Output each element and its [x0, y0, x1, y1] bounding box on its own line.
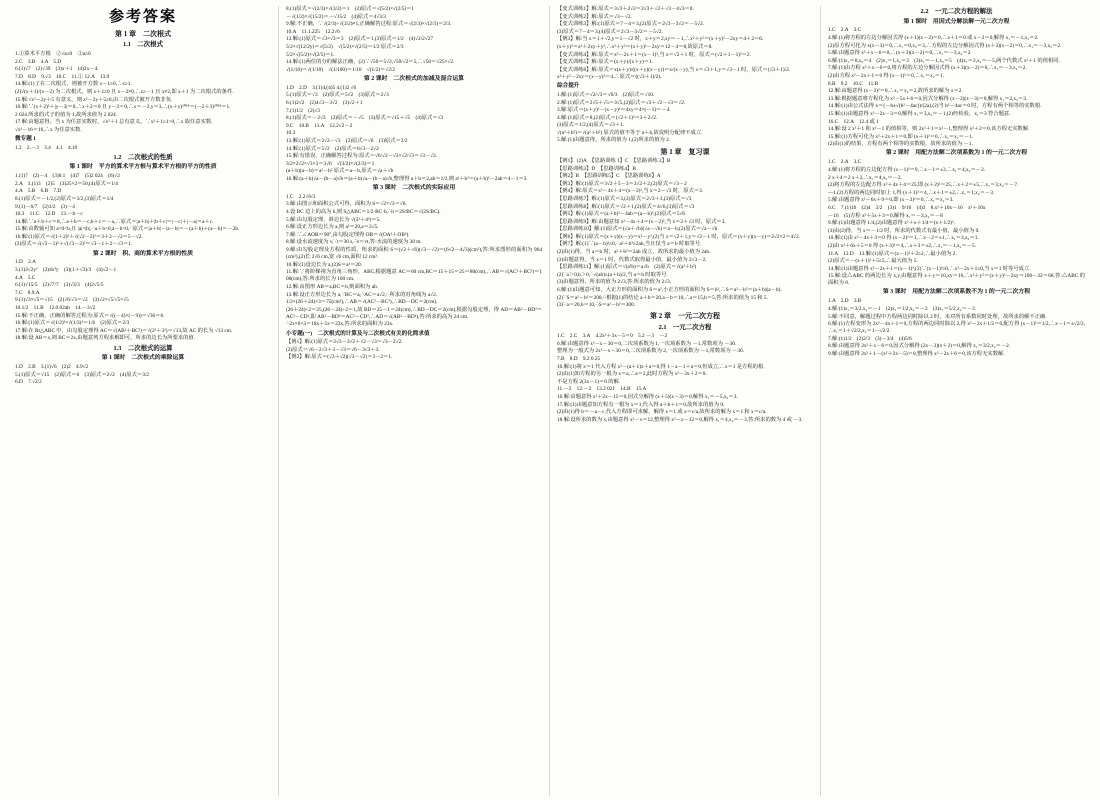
- answer-paragraph: 【思路训练10】解:(1)原式＝(√a＋√b)(√a－√b)＝a－b,(2)原式＝√a－√b: [557, 226, 718, 233]
- answer-paragraph: (3)由(2)得，当 x＝－1/2 时，所求的代数式有最小值，最小值为 0.: [828, 227, 980, 234]
- answer-paragraph: 16.解:∵(x＋2)²＋|y－3|＝0,∴x＋2＝0 且 y－3＝0,∴x＝－2,y＝3,∴(x＋y)²⁰²⁴＝(－2＋3)²⁰²⁴＝1.: [15, 104, 231, 111]
- answer-paragraph: 【例2】解:原式＝(√3＋√2)(√3－√2)＝3－2＝1.: [286, 354, 393, 361]
- answer-paragraph: (2)由 x²＋6x＋5＝0 得 (x＋3)²＝4,∴x＋3＝±2,∴x₁＝－1,x₂＝－5.: [828, 242, 976, 249]
- answer-paragraph: √(1/10)＝√(1/10) √(1/100)＝1/10 √(1/2)＝√2/2: [286, 66, 395, 73]
- answer-paragraph: 15.解:由数轴可知 a<0<b,且 |a|>|b|,∴a＋b<0,a－b<0,∴原式＝|a＋b|－|a－b|＝－(a＋b)＋(a－b)＝－2b.: [15, 226, 240, 233]
- lesson-heading: 第 2 课时 积、商的算术平方根的性质: [92, 250, 194, 257]
- answer-paragraph: 【变式训练3】解:(1)原式＝7－4＝3,(2)原式＝2√3－3√2＝－5√2.: [557, 21, 705, 28]
- answer-paragraph: 【例3】解:(1)原式＝3√2＋5－3＝3√2＋2,(2)原式＝√3－2: [557, 180, 687, 187]
- answer-paragraph: 【变式训练5】解:原式＝(x＋y)/(x＋y)＝1.: [557, 59, 654, 66]
- answer-paragraph: —1.(2)方程的两边同时加上 1,得 (x＋1)²＝4,∴x＋1＝±2,∴x₁＝1,x₂＝－3.: [828, 189, 995, 196]
- answer-paragraph: (26＋24)÷2＝25,(26－24)÷2＝1,故 BD＝25－1＝24(cm),∴BD－DC＝2(cm),根据勾股定理，得 AD＝AB²－BD²＝AC²－CD²,即 AB²－BD²＝AC²－CD²,∴AD＝√(AB²－BD²),答:所求的高为 24 cm.: [286, 306, 542, 320]
- column-3: [550, 6, 821, 796]
- answer-paragraph: 14.解:(1)由题意得 x²－2x＋1＝(x－1)²,(2)∵(x－1)²≥0,∴x²－2x＋1≥0,当 x＝1 时等号成立.: [828, 265, 1031, 272]
- answer-paragraph: 2.C 3.B 4.A 5.D: [15, 58, 62, 65]
- section-heading: 2.2 一元二次方程的解法: [920, 8, 993, 15]
- answer-paragraph: (2)由(1)的结果，方程有两个相等的实数根，故所求的值为 －1.: [828, 141, 973, 148]
- answer-paragraph: 2.A 3.(1)3 (2)5 (3)25×2＝50,(4)原式＝1/4: [15, 180, 118, 187]
- answer-paragraph: 15.解:不正确，正确的解答过程为:原式＝√((－4)×(－9))＝√36＝6.: [15, 312, 165, 319]
- answer-paragraph: 6.(1)√7 (2)√39 (3)x＋1 (4)2x－4.: [15, 66, 99, 73]
- answer-paragraph: (2)将方程的左边配方得 x²＋4x＋4＝25,即 (x＋2)²＝25,∴x＋2＝±5,∴x₁＝3,x₂＝－7.: [828, 182, 1019, 189]
- answer-paragraph: 15.解:(1)由题意得 x²－2x－3＝0,解得 x₁＝3,x₂＝－1,(2)经检验，x₁＝3 符合题意.: [828, 111, 1011, 118]
- subsection-heading: 小专题(一) 二次根式的计算及与二次根式有关的化简求值: [286, 330, 430, 337]
- answer-paragraph: 5.解:由题意得 x²＋x－6＝0,∴(x＋3)(x－2)＝0,∴x₁＝－3,x₂＝2.: [828, 50, 972, 57]
- answer-paragraph: 2.解:(1)原式＝2√5＋√5＝3√5,(2)原式＝√3＋√2－√3＝√2.: [557, 99, 686, 106]
- chapter-heading: 第 2 章 一元二次方程: [650, 312, 720, 321]
- answer-paragraph: 【例1】 (2)A 【思路训练 1】C 【思路训练 2】B: [557, 157, 671, 164]
- answer-paragraph: (2)由(1)知方程的另一根为 x＝a,∴a＝2,此时方程为 x²－3x＋2＝0.: [557, 371, 707, 378]
- answer-paragraph: 5/2×√(12/2y)＝√(5/2) √(5/2)×√(2/5)＝1/2 原式＝2/3: [286, 43, 404, 50]
- answer-paragraph: (a＋b)(a－b)＝a²－b² 原式＝a－b,原式＝√a＋√b: [286, 168, 394, 175]
- answer-paragraph: (3)由题意得，当 x＝1 时，代数式取得最小值，最小值为 2√3－2.: [557, 256, 707, 263]
- answer-paragraph: 6.(1)2√2 (2)4√3－3√2 (3)√2＋1: [286, 99, 363, 106]
- answer-paragraph: 【思路训练7】解:(1)原式＝3,(2)原式＝2√3＋3,(3)原式＝√3: [557, 195, 692, 202]
- subsection-heading: 综合提升: [557, 83, 580, 90]
- answer-paragraph: 5/2×√(5/2)×√(2/5)＝1.: [286, 51, 335, 58]
- answer-paragraph: 5.解:(1)由题意得，所求的值为 1,(2)所求的值为 2.: [557, 137, 671, 144]
- answer-paragraph: 16.解:由题意得 x²＋2x－15＝0,因式分解得 (x＋5)(x－3)＝0,解得 x₁＝－5,x₂＝3.: [557, 394, 738, 401]
- lesson-heading: 第 2 课时 用配方法解二次项系数为 1 的一元二次方程: [885, 150, 1028, 157]
- answer-paragraph: (2)由方程 x²－2x＋1＝0 得 (x－1)²＝0,∴x₁＝x₂＝1.: [828, 73, 944, 80]
- answer-paragraph: (3)由题意得，所求的值为 2√3,答:所求的值为 2√3.: [557, 279, 672, 286]
- answer-paragraph: 14.解:(1)原式＝5√2 (2)原式＝6√3－2√2: [286, 145, 379, 152]
- answer-paragraph: 18.解:设 AB＝x,则 BC＝2x,由题意列方程求解即可，所求的边长为所要求的值.: [15, 335, 196, 342]
- answer-paragraph: 5.解:不同意，解题过程中方程两边同时除以 2 时，未对所有系数同时处理，故所求的解不正确.: [828, 313, 1047, 320]
- answer-paragraph: 1.C 2.A 3.C: [828, 27, 862, 34]
- answer-paragraph: 16.解:(a＋b)√a－(b－a)√b＝(a＋b)√a－(b－a)√b,整理得 a＋b＝2,ab＝1/2,则 a²＋b²＝(a＋b)²－2ab＝4－1＝3.: [286, 175, 528, 182]
- answer-paragraph: 3.解:由图示和面积公式可得，面积为 S＝√2×√3＝√6.: [286, 201, 407, 208]
- answer-paragraph: √x²－16＝16,∴x 为任意实数.: [15, 126, 82, 133]
- answer-paragraph: (3)原式＝7－4＝3,(4)原式＝2√3－3√2＝－5√2.: [557, 28, 663, 35]
- answer-paragraph: 10.A 11.1.225 12.2√6: [286, 28, 340, 35]
- answer-paragraph: 整理为一般式为 2x²－x－30＝0,二次项系数为 2,一次项系数为 －1,常数项为 －30.: [557, 348, 744, 355]
- answer-paragraph: 2 024.所求的式子的值为 1,故所求值为 2 024.: [15, 111, 117, 118]
- answer-paragraph: 4.解:(1)将方程的左边配方得 (x－1)²＝9,∴x－1＝±3,∴x₁＝4,x₂＝－2.: [828, 166, 986, 173]
- answer-paragraph: 14.解:(1)了在二次根式，则被开方数 x－1≥0,∴x≥1.: [15, 81, 132, 88]
- answer-paragraph: 1.(1)7 (2)－4 (3)0.1 (4)7 (5)2 024 (6)√2: [15, 173, 120, 180]
- answer-paragraph: 14.解:(1)两位的分的解法正确，(2)∵√50＝5√2,√50/√2＝5,∴√50＝√25×√2.: [286, 59, 455, 66]
- lesson-heading: 第 1 课时 平方的算术平方根与算术平方根的平方的性质: [69, 164, 217, 171]
- answer-paragraph: 6.D 7.√2/2: [15, 379, 42, 386]
- answer-paragraph: 7.解:(1)由方程 x²＋x－6＝0,将方程的左边分解因式得 (x＋3)(x－2)＝0,∴x₁＝－3,x₂＝2.: [828, 65, 1027, 72]
- answer-paragraph: 【思路训练9】解:由题意知 x²－4x＋4＝(x－2)²,当 x＝2＋√3 时，原式＝3.: [557, 218, 726, 225]
- answer-paragraph: 1/2×(26＋24)×3＝75(cm²),∴AB＝√(AC²－BC²),∴BD－DC＝2(cm).: [286, 299, 438, 306]
- answer-paragraph: 3/2×2√2×√3×3＝3√6 √(3/2)×√(2/3)＝1: [286, 160, 375, 167]
- answer-paragraph: 1.D 2.B 3.(1)√6 (2)2 4.9√2: [15, 364, 89, 370]
- answer-paragraph: (2)∵a＞0,b＞0,∴√(ab)≤(a＋b)/2,当 a＝b 时取等号.: [557, 271, 668, 278]
- column-1-body: [15, 30, 271, 386]
- answer-paragraph: (2)由(1)得 b＝－a－c,代入方程即可求解，解得 x＝1 或 x＝c/a,故所求的解为 x＝1 和 x＝c/a.: [557, 409, 767, 416]
- answer-paragraph: 6.解:(1)由题意可知，大正方形的面积为 S＝a²,小正方形的面积为 S＝b²,∴S＝a²－b²＝(a＋b)(a－b).: [557, 287, 782, 294]
- answer-paragraph: x²＋y²－2xy＝(x－y)²＝4,∴原式＝((√3＋1)/2).: [557, 74, 662, 81]
- answer-paragraph: 5.解:由勾股定理，斜边长为 √(3²＋4²)＝5.: [286, 216, 381, 223]
- answer-paragraph: 6.(1)√15/5 (2)√7/7 (3)√3/3 (4)2√5/5: [15, 282, 104, 289]
- answer-paragraph: 7.C 8.9.A: [15, 289, 40, 296]
- answer-paragraph: (2)由(1)得，当 a＝b 时，a²＋b²＝2ab 成立，故所求的最小值为 2ab.: [557, 249, 711, 256]
- answer-paragraph: 11.解:∵将阶梯视为直角三角形，ABC,根据题意 AC＝60 cm,BC＝15＋15＝25＝80(cm),∴AB＝√(AC²＋BC²)＝100(cm),答:所求的长为 100 cm.: [286, 269, 542, 283]
- column-2: [279, 6, 550, 796]
- answer-paragraph: 7.D 8.D 9.√3 10.C 11.① 12.A 13.9: [15, 73, 110, 80]
- answer-paragraph: 9.解:(1)由题意得 1/4,(2)由题意得 x²＋x＋1/4＝(x＋1/2)².: [828, 220, 955, 227]
- answer-paragraph: 1.①算术平方根 ②√a≥0 ③a≥0: [15, 51, 91, 58]
- answer-paragraph: 1.D 2.D 3.(1)4,(4)5 4.(1)2 √6: [286, 84, 357, 91]
- answer-paragraph: 6.C 7.(1)16 (2)4 3/2 (3)1 9/16 (4)3 8.x²＋10x－16 x²＋10x: [828, 204, 986, 211]
- answer-paragraph: 【思路训练11】解:(1)原式＝√(a²b)＝a√b (2)原式＝√(a²＋b²): [557, 264, 697, 271]
- answer-paragraph: 【思路训练3】D 【思路训练4】B: [557, 165, 636, 172]
- answer-paragraph: 4.解:(1)x₁＝3/2,x₂＝－1 (2)x₁＝1/2,x₂＝－2 (3)x₁＝5/2,x₂＝－3: [828, 305, 975, 312]
- answer-paragraph: 15.解:√x²－2y＋5 有意义，则 x²－2y＋5≥0,由二次根式被开方数非负.: [15, 96, 173, 103]
- answer-paragraph: 10.3 11.C 12.D 13.－b－c: [15, 211, 83, 218]
- answer-paragraph: 8.B 9.2 10.C 11.B: [828, 80, 879, 87]
- answer-paragraph: 6.解:设正方形边长为 a,则 a²＝20,a＝2√5.: [286, 224, 379, 231]
- answer-paragraph: 12.解:由图形 AB＝a,BC＝b,则面积为 ab.: [286, 284, 379, 290]
- answer-paragraph: 【变式训练6】解:原式＝x(x＋y)/((x＋y)(x－y))＝x/(x－y),当 x＝√3＋1,y＝√3－1 时，原式＝(√3＋1)/2.: [557, 66, 791, 73]
- answer-paragraph: 4.解:(1)原式＝8,(2)原式＝(√2＋1)²＝3＋2√2.: [557, 114, 658, 121]
- answer-paragraph: －√(1/2)×√(15/2)＝－√15/2 (4)原式＝4√3/3: [286, 13, 386, 20]
- section-heading: 1.3 二次根式的运算: [113, 344, 173, 352]
- answer-paragraph: 13.解:(1)原式＝2√2－√3 (2)原式＝√6 (3)原式＝3/2: [286, 137, 408, 144]
- column-1: [8, 6, 279, 796]
- answer-paragraph: 3.解:原式＝(x＋y)²－(x－y)²＝4xy＝4×(－1)＝－4.: [557, 107, 671, 114]
- column-4-body: [828, 8, 1085, 358]
- answer-paragraph: 7.(1)1/2 (2)√3: [286, 107, 320, 114]
- lesson-heading: 第 1 课时 二次根式的乘除运算: [101, 355, 185, 362]
- answer-paragraph: 9.C 10.B 11.A 12.2√2－2: [286, 122, 353, 129]
- page-title: 参考答案: [108, 7, 177, 25]
- column-2-body: [286, 6, 542, 361]
- answer-paragraph: (2)∵S＝a²－b²＝200,∴根据(1)的结论 a＋b＝20,a－b＝10,∴a＝15,b＝5,答:所求的值为 15 和 5.: [557, 294, 768, 301]
- answer-paragraph: 【例2】B 【思路训练5】C 【思路训练6】A: [557, 173, 661, 180]
- answer-paragraph: 9.解:不正确，∵√(2/3)÷√(3/2)≠1,正确解答过程:原式＝√(2/3)×√(2/3)＝2/3.: [286, 21, 452, 28]
- answer-paragraph: (2)原式＝－(x＋1)²＋5≤5,∴最大值为 5.: [828, 258, 918, 265]
- answer-paragraph: 15.解:设△ABC 的两边长为 x,y,由题意得 x＋y＝10,xy＝16,∴x²＋y²＝(x＋y)²－2xy＝100－32＝68,答:△ABC 的面积为 8.: [828, 273, 1085, 287]
- answer-paragraph: 17.解:(1)由题意知方程有一根为 x＝1,代入得 a＋b＋c＝0,故所求的值为 0.: [557, 401, 725, 408]
- answer-paragraph: 1.解:(1)原式＝√2/√3＝√6/3 (2)原式＝√10.: [557, 91, 655, 98]
- answer-paragraph: 18.解:设所求的数为 x,由题意得 x²－x＝12,整理得 x²－x－12＝0,解得 x₁＝4,x₂＝－3,答:所求的数为 4 或 －3.: [557, 416, 803, 423]
- answer-paragraph: (3)原式＝1/2,(4)原式＝√3＋1.: [557, 122, 625, 129]
- answer-paragraph: 【例7】解:(1)∵(a－b)²≥0,∴a²＋b²≥2ab,当且仅当 a＝b 时取等号.: [557, 241, 702, 248]
- answer-paragraph: 【例3】解:当 x＝1＋√2,y＝1－√2 时，x＋y＝2,xy＝－1,∴x²＋y²＝(x＋y)²－2xy＝4＋2＝6.: [557, 36, 764, 43]
- answer-paragraph: 1.2 2.－3 3.4 4.1 4.10: [15, 144, 78, 151]
- answer-paragraph: (2)原式＝√(√3－1)²＋√(√3－2)²＝√3－1＋2－√3＝1.: [15, 241, 133, 248]
- answer-paragraph: 不是方程 2(3x－1)＝0 的解.: [557, 378, 621, 385]
- answer-paragraph: 3.(1)3√2y² (2)4x³y (3)(1＋√3)/3 (4)√2－1: [15, 267, 117, 274]
- section-heading: 2.1 一元二次方程: [658, 323, 712, 331]
- answer-paragraph: 【例4】解:原式＝x²－4x＋4＝(x－2)²,当 x＝2－√3 时，原式＝3.: [557, 188, 704, 195]
- answer-paragraph: 11.－2 12.－2 13.2 021 14.B 15.A: [557, 386, 647, 393]
- answer-paragraph: 13.解:(1)原式＝√3×√3＝3 (2)原式＝1,(3)原式＝1/2 (4)√2/2√27: [286, 36, 434, 43]
- answer-paragraph: 13.解:设正方形边长为 a,∵BC＝a,∴AC＝a√2,∴所求的对角线为 a√2.: [286, 291, 438, 298]
- lesson-heading: 第 3 课时 二次根式的实际应用: [372, 184, 456, 191]
- answer-paragraph: 7.解:(1)1/2 (2)2/3 (3)－3/4 (4)5/6: [828, 335, 912, 342]
- answer-paragraph: 8.(1)原式＝－2√3 (2)原式＝－√5 (3)原式＝√15＋√5 (4)原式＝√3: [286, 115, 444, 122]
- answer-paragraph: 4.A 5.C: [15, 274, 36, 281]
- lesson-heading: 第 1 课时 用因式分解法解一元二次方程: [903, 18, 1010, 25]
- answer-paragraph: 10.解:(1)将 x＝1 代入方程 x²－(a＋1)x＋a＝0,得 1－a－1＋a＝0,恒成立,∴x＝1 是方程的根.: [557, 363, 765, 370]
- answer-paragraph: 【例6】解:(1)原式＝(x＋y)(x－y)＝x²－y²,(2)当 x＝√2＋1,y＝√2－1 时，原式＝(x＋y)(x－y)＝2√2×2＝4√2.: [557, 233, 801, 240]
- answer-paragraph: 5.(1)原式＝√15 (2)原式＝6 (3)原式＝2√2 (4)原式＝3/2: [15, 371, 149, 378]
- answer-paragraph: 10.解:(1)设边长为 a,(2)S＝a²＝20.: [286, 261, 363, 268]
- answer-paragraph: 2 x＋4＝2 x＋2,∴x₁＝4,x₂＝－2.: [828, 174, 902, 181]
- answer-paragraph: 1.C 2.A 3.C: [828, 159, 862, 166]
- answer-paragraph: 12.解:由题意得 (x－2)²＝0,∴x₁＝x₂＝2,故所求的解为 x＝2.: [828, 88, 963, 95]
- answer-paragraph: 7.B 8.D 9.2 0.25: [557, 356, 601, 363]
- answer-paragraph: 11.A 12.D 13.解:(1)原式＝(x－1)²＋2≥2,∴最小值为 2.: [828, 250, 957, 257]
- answer-paragraph: (x＋y)²＝x²＋2xy＋y²,∴x²＋y²＝(x＋y)²－2xy＝12－4＝8,故原式＝8.: [557, 43, 713, 50]
- answer-paragraph: 【例5】解:(1)原式＝(a＋b)²－4ab＝(a－b)²,(2)原式＝5√6: [557, 211, 686, 218]
- answer-paragraph: 9.解:由题意得 2x²＋1－(x²＋2x－5)＝0,整理得 x²－2x＋6＝0,该方程无实数解.: [828, 351, 1005, 358]
- answer-paragraph: ∴2x×6×3＝18x＋5x＝23x,答:所求的面积为 23x.: [286, 321, 394, 328]
- section-heading: 1.2 二次根式的性质: [113, 153, 173, 161]
- answer-paragraph: 16.解:(1)原式＝√(1/2)²×√(1/3)²＝1/6 (2)原式＝2/3: [15, 320, 130, 327]
- subsection-heading: 微专题 1: [15, 136, 36, 143]
- answer-paragraph: 9.(1)－6/7 (2)1/2 (3)－4: [15, 203, 75, 210]
- answer-paragraph: 16.解:(1)原式＝√(1＋2)²＋√(√2－2)²＝3＋2－√2＝5－√2.: [15, 233, 143, 240]
- answer-paragraph: －16 (5)方程 x²＋5x＋3＝0,解得 x₁＝－3,x₂＝－8: [828, 212, 943, 219]
- chapter-heading: 第 1 章 复习课: [660, 147, 710, 156]
- answer-paragraph: 17.解:由题意得，当 x 为任意实数时，√x²＋1 总有意义，∵x²＋1≥1>0,∴x 取任意实数.: [15, 119, 213, 126]
- answer-paragraph: 1.C 2.2√6/3: [286, 193, 316, 200]
- answer-paragraph: 【思路训练8】解:(1)原式＝√2＋1,(2)原式＝4√6,(3)原式＝√3: [557, 203, 695, 210]
- answer-paragraph: 4.设 BC 边上的高为 h,则 S△ABC＝1/2·BC·h,∴h＝2S/BC＝√(2S/BC).: [286, 209, 441, 216]
- answer-paragraph: 1.A 2.D 3.B: [828, 298, 862, 305]
- answer-paragraph: (2)原方程可化为 x(x－3)＝0,∴x₁＝0,x₂＝3,∴方程的左边分解因式得 (x＋3)(x－2)＝0,∴x₁＝－3,x₂＝2.: [828, 42, 1062, 49]
- answer-paragraph: 【例1】解:(1)原式＝2√3－3√2＋√2－√3＝√3－2√2.: [286, 339, 403, 346]
- chapter-heading: 第 1 章 二次根式: [115, 30, 171, 39]
- answer-paragraph: 10.3: [286, 130, 296, 137]
- answer-paragraph: √(a²＋b²)＝√(a²＋b²) 原式的值不等于 a＋b,故说明分配律不成立.: [557, 129, 703, 136]
- answer-paragraph: 15.解:(1)方程可化为 x²＋2x＋1＝0,即 (x＋1)²＝0,∴x₁＝x₂＝－1.: [828, 133, 974, 140]
- answer-paragraph: (2)原式＝√6－2√3＋3－√3＝√6－3√3＋3.: [286, 346, 380, 353]
- answer-paragraph: 17.解:在 Rt△ABC 中，由勾股定理得 AC＝√(AB²＋BC²)＝√(2²＋3²)＝√13,故 AC 的长为 √13 cm.: [15, 327, 233, 334]
- answer-paragraph: 14.解:∵a＋b＋c＝0,∴a＋b＝－c,b＋c＝－a,∴原式＝|a＋b|＋|b＋c|＝|－c|＋|－a|＝a＋c.: [15, 218, 214, 225]
- answer-paragraph: 6.解:(1)x₁＝0,x₂＝4 (2)x₁＝1,x₂＝3 (3)x₁＝－1,x₂＝5 (4)x₁＝2,x₂＝－5,两个代数式 x²＋1 的值相同.: [828, 57, 1060, 64]
- answer-paragraph: 8.(1)原式＝√(2/3)×√(3/2)＝1 (2)原式＝√(5/2)×√(2/5)＝1: [286, 6, 415, 12]
- answer-paragraph: 9.(1)√3×√5＝√15 (2)√6/√3＝√2 (3)√2×√5/√5×√5: [15, 297, 129, 304]
- column-3-body: [557, 6, 813, 424]
- answer-paragraph: 5.(1)原式＝√3 (2)原式＝5√2 (3)原式＝2√3: [286, 92, 389, 99]
- answer-paragraph: 15.解:有错误，正确解答过程为:原式＝√6/√2－√3×√2/√3＝√3－√2.: [286, 153, 438, 160]
- answer-paragraph: (2)√(x＋1)/(x－2) 为二次根式，则 x＋1≥0 且 x－2≠0,∴x≥－1 且 x≠2,即 x＋1 为二次根式的条件.: [15, 89, 234, 96]
- answer-paragraph: 16.C 12.A 12.4 或 1: [828, 118, 879, 125]
- answer-paragraph: 6.解:(1)方程变形为 2x²－4x＋1＝0,方程的两边同时除以 2,得 x²－2x＋1/2＝0,配方得 (x－1)²＝1/2,∴x－1＝±√2/2,∴x₁＝1＋√2/2,x₂＝1－√2/2.: [828, 321, 1085, 335]
- lesson-heading: 第 2 课时 二次根式的加减及混合运算: [363, 75, 465, 82]
- answer-paragraph: 10.解:(1)由 x²－4x＋3＝0 得 (x－2)²＝1,∴x－2＝±1,∴x₁＝3,x₂＝1.: [828, 235, 979, 242]
- answer-paragraph: 5.解:由题意得 x²－6x＋9＝0,即 (x－3)²＝0,∴x₁＝x₂＝3.: [828, 197, 954, 204]
- section-heading: 1.1 二次根式: [123, 41, 163, 49]
- answer-paragraph: 13.解:根据题意将方程化为 x²－5x＋6＝0,因式分解得 (x－2)(x－3)＝0,解得 x₁＝2,x₂＝3.: [828, 95, 1028, 102]
- answer-paragraph: 1.C 2.C 3.A 4.2x²＋3x－5＝0 5.2 －3 －2: [557, 333, 668, 340]
- answer-paragraph: 6.解:由题意得 x²－x－30＝0,二次项系数为 1,一次项系数为 －1,常数项为 －30.: [557, 340, 737, 347]
- answer-paragraph: 9.解:由勾股定理及方程的性质，所求的面积 S＝(√2＋√6)(√3－√2)＝(6√2－4√3)(cm²),答:所求图形的面积为 964(cm²),(2)长 2√6 cm,宽 √6 cm,面积 12 cm².: [286, 247, 542, 261]
- lesson-heading: 第 3 课时 用配方法解二次项系数不为 1 的一元二次方程: [882, 289, 1031, 296]
- answer-paragraph: (3)∵a＝20,b＝10,∴S＝a²－b²＝300.: [557, 302, 636, 309]
- answer-paragraph: 【变式训练1】解:原式＝3√3＋2√2＝2√3＋√2＋√3－4√3＝0.: [557, 6, 694, 12]
- answer-paragraph: 14.解:设 2 x²＋1 和 x²－1 的值相等，则 2x²＋1＝x²－1,整理得 x²＋2＝0,该方程无实数解.: [828, 126, 1030, 133]
- answer-paragraph: 【变式训练4】解:原式＝x²－2x＋1＝(x－1)²,当 x＝√2＋1 时，原式＝(√2＋1－1)²＝2.: [557, 51, 751, 58]
- answer-paragraph: 10.1/2 11.B 12.0.02ab 14.－3√2: [15, 305, 96, 312]
- answer-paragraph: 14.解:(1)由公式法得 x＝(－b±√(b²－4ac))/(2a),(2)当 b²－4ac＝0 时，方程有两个相等的实数根.: [828, 103, 1042, 110]
- answer-paragraph: 8.(1)原式＝－1/2,(2)原式＝3/2,(3)原式＝1/4: [15, 195, 114, 202]
- answer-paragraph: 8.解:设水流速度为 v,∵t＝30 s,∴s＝vt,答:水流的速度为 30 m.: [286, 239, 422, 246]
- answer-paragraph: 4.解:(1)将方程的左边分解因式得 (x＋1)(x－2)＝0,∴x＋1＝0 或 x－2＝0,解得 x₁＝－1,x₂＝2.: [828, 35, 1039, 42]
- answer-paragraph: 【变式训练2】解:原式＝√3－√2.: [557, 13, 632, 20]
- answer-paragraph: 1.D 2.A: [15, 259, 36, 266]
- column-4: [821, 6, 1092, 796]
- answer-paragraph: 7.解:∵∠AOB＝90°,由勾股定理得 OB＝√(OA²＋OB²).: [286, 231, 410, 238]
- answer-paragraph: 8.解:由题意得 2x²＋x－6＝0,因式分解得 (2x－3)(x＋2)＝0,解得 x₁＝3/2,x₂＝－2.: [828, 343, 1011, 350]
- answer-paragraph: 4.A 5.B 6.B 7.D: [15, 188, 62, 195]
